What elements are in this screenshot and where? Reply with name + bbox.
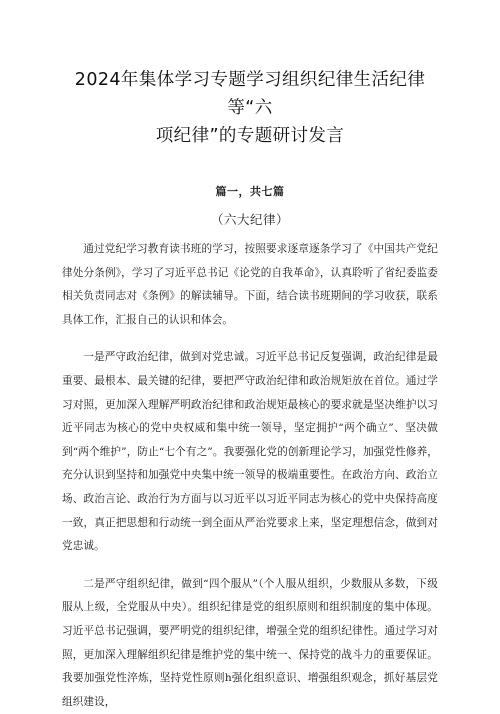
section-tag: （六大纪律）: [210, 212, 289, 227]
body-paragraph-intro: 通过党纪学习教育读书班的学习，按照要求逐章逐条学习了《中国共产党纪律处分条例》，学习了习近平总书记《论党的自我革命》，认真聆听了省纪委监委相关负责同志对《条例》的解读辅导。下面，结合读书班期间的学习收获，联系具体工作，汇报自己的认识和体会。: [62, 243, 438, 326]
article-index-subheading: 篇一，共七篇: [215, 185, 285, 198]
title-line-2: 项纪律”的专题研讨发言: [155, 126, 345, 146]
body-paragraph-organizational-discipline: 二是严守组织纪律，做到“四个服从”（个人服从组织，少数服从多数，下级服从上级，全党服从中央）。组织纪律是党的组织原则和组织制度的集中体现。习近平总书记强调，要严明党的组织纪律，增强全党的组织纪律性。通过学习对照，更加深入理解组织纪律是维护党的集中统一、保持党的战斗力的重要保证。我要加强党性淬炼，坚持党性原则h强化组织意识、增强组织观念，抓好基层党组织建设，: [62, 577, 438, 708]
document-body: [62, 238, 438, 714]
body-paragraph-political-discipline: 一是严守政治纪律，做到对党忠诚。习近平总书记反复强调，政治纪律是最重要、最根本、最关键的纪律，要把严守政治纪律和政治规矩放在首位。通过学习对照，更加深入理解严明政治纪律和政治规矩最核心的要求就是坚决维护以习近平同志为核心的党中央权威和集中统一领导，坚定拥护“两个确立”、坚决做到“两个维护”，防止“七个有之”。我要强化党的创新理论学习，加强党性修养，充分认识到坚持和加强党中央集中统一领导的极端重要性。在政治方向、政治立场、政治言论、政治行为方面与以习近平以习近平同志为核心的党中央保持高度一致，真正把思想和行动统一到全面从严治党要求上来，坚定理想信念，做到对党忠诚。: [62, 351, 438, 553]
title-line-1: 2024年集体学习专题学习组织纪律生活纪律等“六: [74, 70, 426, 118]
document-title: [62, 0, 438, 150]
